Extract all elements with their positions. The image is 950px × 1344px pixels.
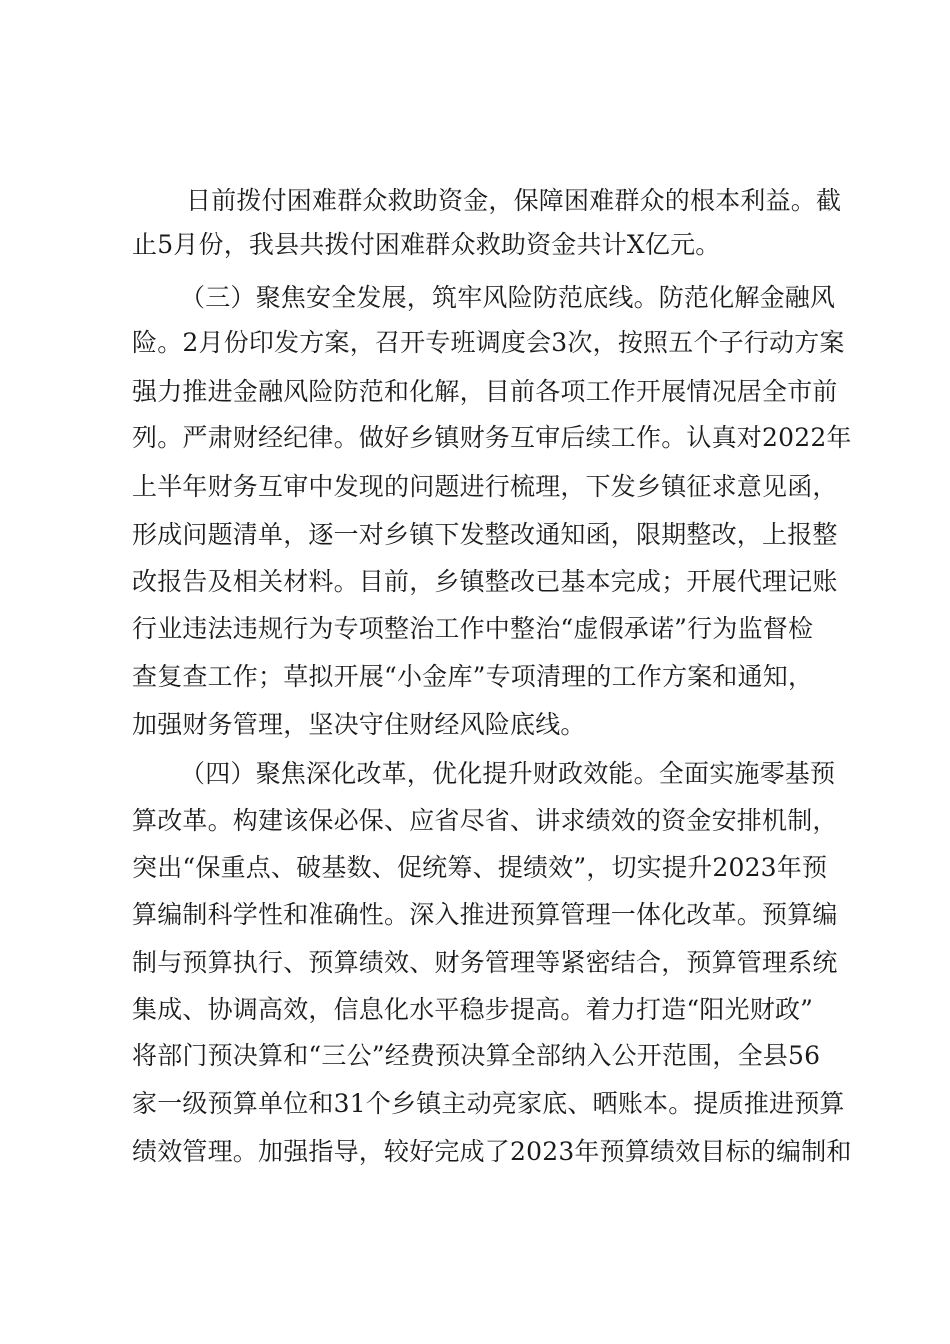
paragraph-heading-3: （三）聚焦安全发展，筑牢风险防范底线。防范化解金融风 [180, 283, 836, 312]
text-line: 日前拨付困难群众救助资金，保障困难群众的根本利益。截 [186, 186, 842, 215]
text-line: 查复查工作；草拟开展“小金库”专项清理的工作方案和通知， [132, 662, 814, 691]
text-line: 绩效管理。加强指导，较好完成了2023年预算绩效目标的编制和 [132, 1137, 852, 1166]
text-line: 止5月份，我县共拨付困难群众救助资金共计X亿元。 [132, 230, 721, 259]
text-line: 家一级预算单位和31个乡镇主动亮家底、晒账本。提质推进预算 [132, 1089, 845, 1118]
text-line: 加强财务管理，坚决守住财经风险底线。 [132, 710, 586, 739]
text-line: 算改革。构建该保必保、应省尽省、讲求绩效的资金安排机制， [132, 806, 838, 835]
text-line: 集成、协调高效，信息化水平稳步提高。着力打造“阳光财政” [132, 995, 814, 1024]
text-line: 将部门预决算和“三公”经费预决算全部纳入公开范围，全县56 [132, 1041, 821, 1070]
text-line: 强力推进金融风险防范和化解，目前各项工作开展情况居全市前 [132, 377, 838, 406]
text-line: 上半年财务互审中发现的问题进行梳理，下发乡镇征求意见函， [132, 472, 838, 501]
text-line: 突出“保重点、破基数、促统筹、提绩效”，切实提升2023年预 [132, 853, 828, 882]
text-line: 算编制科学性和准确性。深入推进预算管理一体化改革。预算编 [132, 900, 838, 929]
text-line: 制与预算执行、预算绩效、财务管理等紧密结合，预算管理系统 [132, 948, 838, 977]
text-line: 改报告及相关材料。目前，乡镇整改已基本完成；开展代理记账 [132, 567, 838, 596]
text-line: 形成问题清单，逐一对乡镇下发整改通知函，限期整改，上报整 [132, 520, 838, 549]
text-line: 行业违法违规行为专项整治工作中整治“虚假承诺”行为监督检 [132, 614, 814, 643]
text-line: 列。严肃财经纪律。做好乡镇财务互审后续工作。认真对2022年 [132, 423, 852, 452]
paragraph-heading-4: （四）聚焦深化改革，优化提升财政效能。全面实施零基预 [180, 759, 836, 788]
text-line: 险。2月份印发方案，召开专班调度会3次，按照五个子行动方案 [132, 328, 845, 357]
